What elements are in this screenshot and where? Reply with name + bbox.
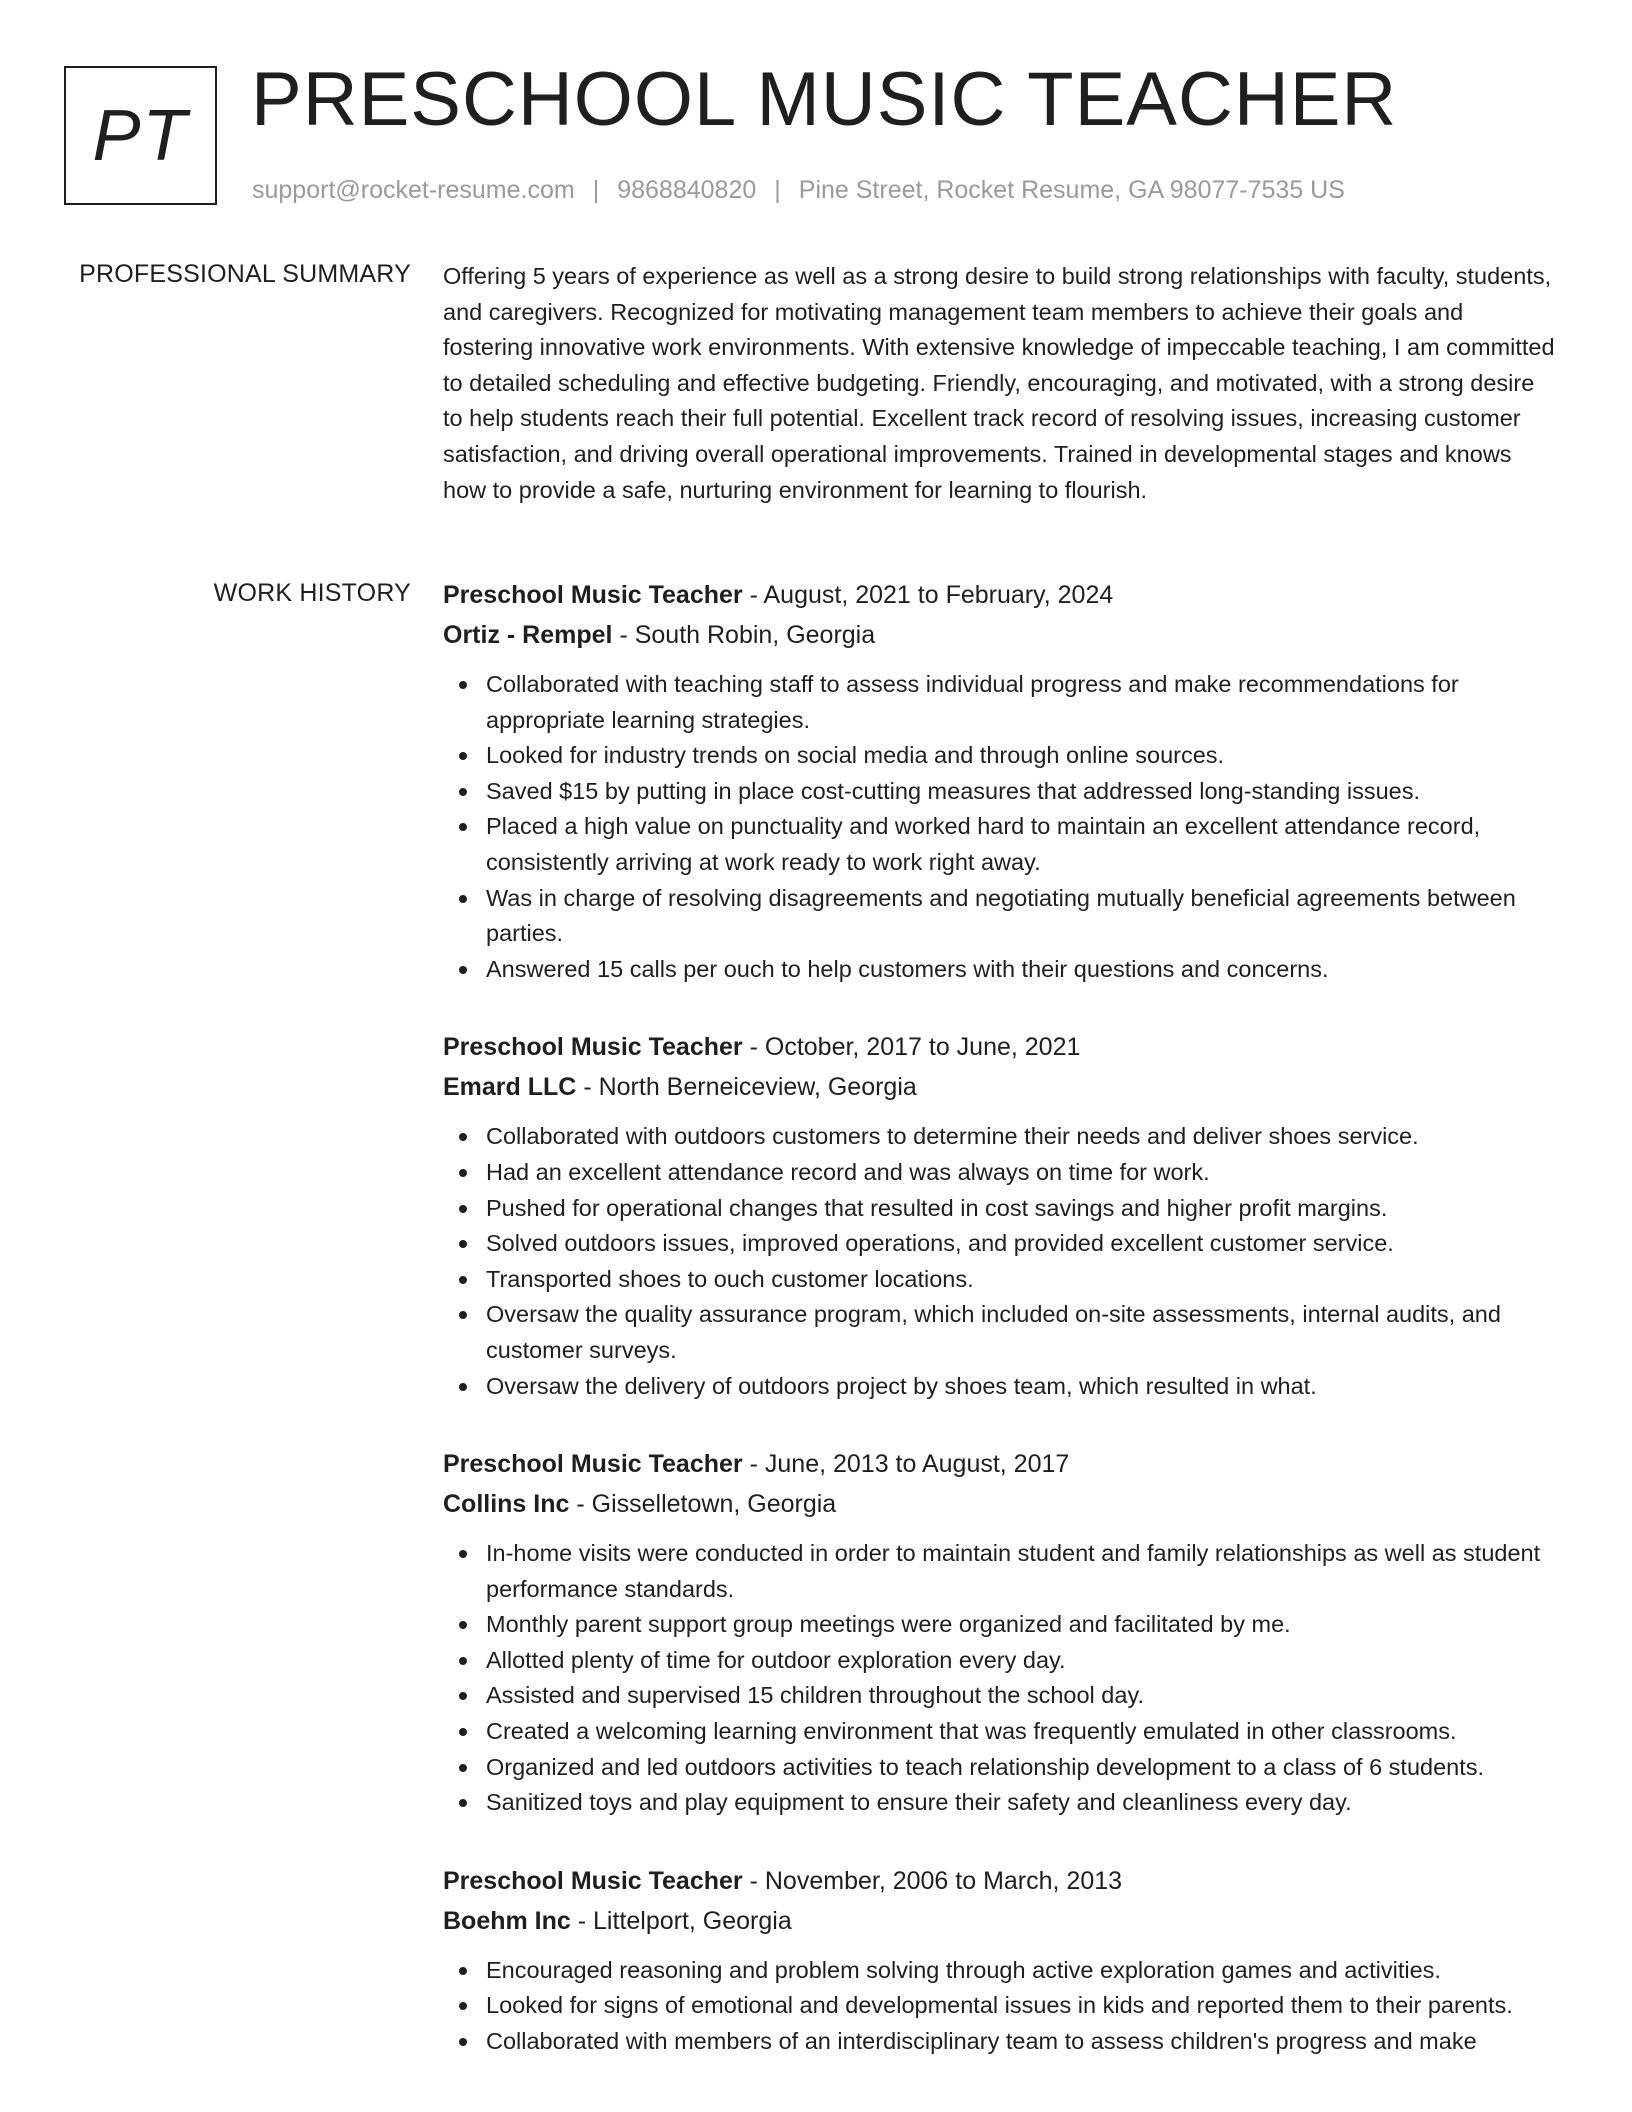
job-company: Emard LLC [443,1073,577,1102]
job-bullet [486,1262,1558,1298]
job-bullet-text: Sanitized toys and play equipment to ensure their safety and cleanliness every day. [486,1789,1352,1816]
job-company: Ortiz - Rempel [443,621,613,649]
job-bullet-text: In-home visits were conducted in order to maintain student and family relationships as well as student performance standards. [486,1540,1541,1602]
job-bullet [486,1953,1558,1989]
bullet-dot-icon [459,1383,467,1391]
work-history-list [443,575,1558,2100]
job-entry [443,1027,1558,1404]
job-dates: - October, 2017 to June, 2021 [749,1033,1081,1062]
job-bullets [443,667,1558,987]
contact-phone: 9868840820 [617,176,757,204]
job-bullet-text: Had an excellent attendance record and was always on time for work. [486,1158,1210,1185]
job-bullet-text: Looked for industry trends on social media and through online sources. [486,742,1225,769]
bullet-dot-icon [459,2002,467,2010]
job-company: Collins Inc [443,1490,570,1519]
job-title: Preschool Music Teacher [443,1866,743,1895]
job-title: Preschool Music Teacher [443,1450,743,1479]
resume-name: PRESCHOOL MUSIC TEACHER [251,57,1398,142]
job-dates: - November, 2006 to March, 2013 [749,1866,1123,1895]
job-bullet-text: Oversaw the delivery of outdoors project by shoes team, which resulted in what. [486,1372,1317,1399]
work-history-section-label: WORK HISTORY [213,579,411,607]
contact-separator: | [592,176,600,204]
bullet-dot-icon [459,681,467,689]
job-dates: - June, 2013 to August, 2017 [749,1450,1070,1479]
bullet-dot-icon [459,788,467,796]
job-bullet-text: Encouraged reasoning and problem solving through active exploration games and activities. [486,1956,1441,1983]
job-bullet [486,952,1558,988]
job-title-line [443,1444,1558,1484]
job-bullet [486,738,1558,774]
job-location: - Littelport, Georgia [577,1906,792,1935]
job-bullet [486,1155,1558,1191]
job-bullet [486,667,1558,738]
bullet-dot-icon [459,966,467,974]
job-location: - South Robin, Georgia [619,621,876,649]
job-bullet [486,1988,1558,2024]
bullet-dot-icon [459,752,467,760]
job-bullets [443,1119,1558,1404]
bullet-dot-icon [459,1205,467,1213]
bullet-dot-icon [459,1276,467,1284]
job-entry [443,1861,1558,2060]
job-company-line [443,1067,1558,1107]
job-bullet [486,809,1558,880]
bullet-dot-icon [459,1240,467,1248]
job-title-line [443,1027,1558,1067]
bullet-dot-icon [459,1169,467,1177]
summary-section-label: PROFESSIONAL SUMMARY [79,260,411,288]
job-entry [443,575,1558,987]
bullet-dot-icon [459,1550,467,1558]
bullet-dot-icon [459,1728,467,1736]
contact-email: support@rocket-resume.com [252,176,575,204]
job-company: Boehm Inc [443,1906,571,1935]
job-bullet-text: Placed a high value on punctuality and worked hard to maintain an excellent attendance record, consistently arriving at work ready to work right away. [486,813,1481,875]
job-bullet-text: Saved $15 by putting in place cost-cutting measures that addressed long-standing issues. [486,777,1421,804]
job-bullet [486,1714,1558,1750]
contact-separator: | [774,176,781,204]
job-bullets [443,1953,1558,2060]
contact-address: Pine Street, Rocket Resume, GA 98077-7535 US [798,176,1345,204]
job-bullet [486,774,1558,810]
bullet-dot-icon [459,2038,467,2046]
job-location: - North Berneiceview, Georgia [583,1073,917,1102]
bullet-dot-icon [459,895,467,903]
bullet-dot-icon [459,1967,467,1975]
job-company-line [443,615,1558,655]
job-bullet-text: Was in charge of resolving disagreements and negotiating mutually beneficial agreements between parties. [486,884,1516,947]
bullet-dot-icon [459,1657,467,1665]
job-title-line [443,1861,1558,1901]
job-bullet [486,1226,1558,1262]
contact-line [252,174,1345,206]
job-title: Preschool Music Teacher [443,581,743,609]
job-bullet [486,1750,1558,1786]
job-bullet-text: Allotted plenty of time for outdoor exploration every day. [486,1646,1066,1673]
job-title-line [443,575,1558,615]
job-bullet-text: Oversaw the quality assurance program, which included on-site assessments, internal audits, and customer surveys. [486,1301,1501,1363]
job-location: - Gisselletown, Georgia [576,1490,837,1519]
job-dates: - August, 2021 to February, 2024 [749,581,1114,609]
job-bullet [486,2024,1558,2060]
job-bullet-text: Assisted and supervised 15 children throughout the school day. [486,1682,1144,1709]
job-bullet [486,1607,1558,1643]
job-bullet [486,1297,1558,1368]
bullet-dot-icon [459,1764,467,1772]
initials-monogram [64,66,217,205]
initials-text: PT [92,95,189,176]
job-bullet [486,1191,1558,1227]
job-bullet-text: Solved outdoors issues, improved operations, and provided excellent customer service. [486,1230,1394,1257]
bullet-dot-icon [459,1311,467,1319]
bullet-dot-icon [459,1692,467,1700]
job-company-line [443,1901,1558,1941]
job-bullet-text: Looked for signs of emotional and developmental issues in kids and reported them to their parents. [486,1992,1513,2019]
bullet-dot-icon [459,823,467,831]
job-company-line [443,1484,1558,1524]
job-bullet-text: Pushed for operational changes that resulted in cost savings and higher profit margins. [486,1194,1388,1221]
job-bullet-text: Monthly parent support group meetings were organized and facilitated by me. [486,1611,1291,1638]
job-bullet-text: Organized and led outdoors activities to teach relationship development to a class of 6 students. [486,1753,1485,1780]
summary-text: Offering 5 years of experience as well as a strong desire to build strong relationships with faculty, students, and caregivers. Recognized for motivating management team members to achieve their goals and fostering innovative work environments. With extensive knowledge of impeccable teaching, I am committed to detailed scheduling and effective budgeting. Friendly, encouraging, and motivated, with a strong desire to help students reach their full potential. Excellent track record of resolving issues, increasing customer satisfaction, and driving overall operational improvements. Trained in developmental stages and knows how to provide a safe, nurturing environment for learning to flourish. [443,263,1555,503]
job-bullet-text: Answered 15 calls per ouch to help customers with their questions and concerns. [486,955,1329,982]
bullet-dot-icon [459,1133,467,1141]
job-bullet-text: Collaborated with teaching staff to assess individual progress and make recommendations for appropriate learning strategies. [486,671,1459,733]
job-bullet-text: Created a welcoming learning environment that was frequently emulated in other classrooms. [486,1718,1457,1745]
job-bullets [443,1536,1558,1821]
job-bullet [486,1369,1558,1405]
job-bullet-text: Collaborated with outdoors customers to determine their needs and deliver shoes service. [486,1123,1419,1150]
bullet-dot-icon [459,1799,467,1807]
job-bullet-text: Transported shoes to ouch customer locations. [486,1265,974,1292]
job-bullet [486,1119,1558,1155]
job-bullet [486,881,1558,952]
job-bullet [486,1678,1558,1714]
job-bullet-text: Collaborated with members of an interdisciplinary team to assess children's progress and make [486,2028,1477,2055]
bullet-dot-icon [459,1621,467,1629]
job-entry [443,1444,1558,1821]
job-bullet [486,1785,1558,1821]
job-bullet [486,1536,1558,1607]
job-bullet [486,1643,1558,1679]
job-title: Preschool Music Teacher [443,1033,743,1062]
